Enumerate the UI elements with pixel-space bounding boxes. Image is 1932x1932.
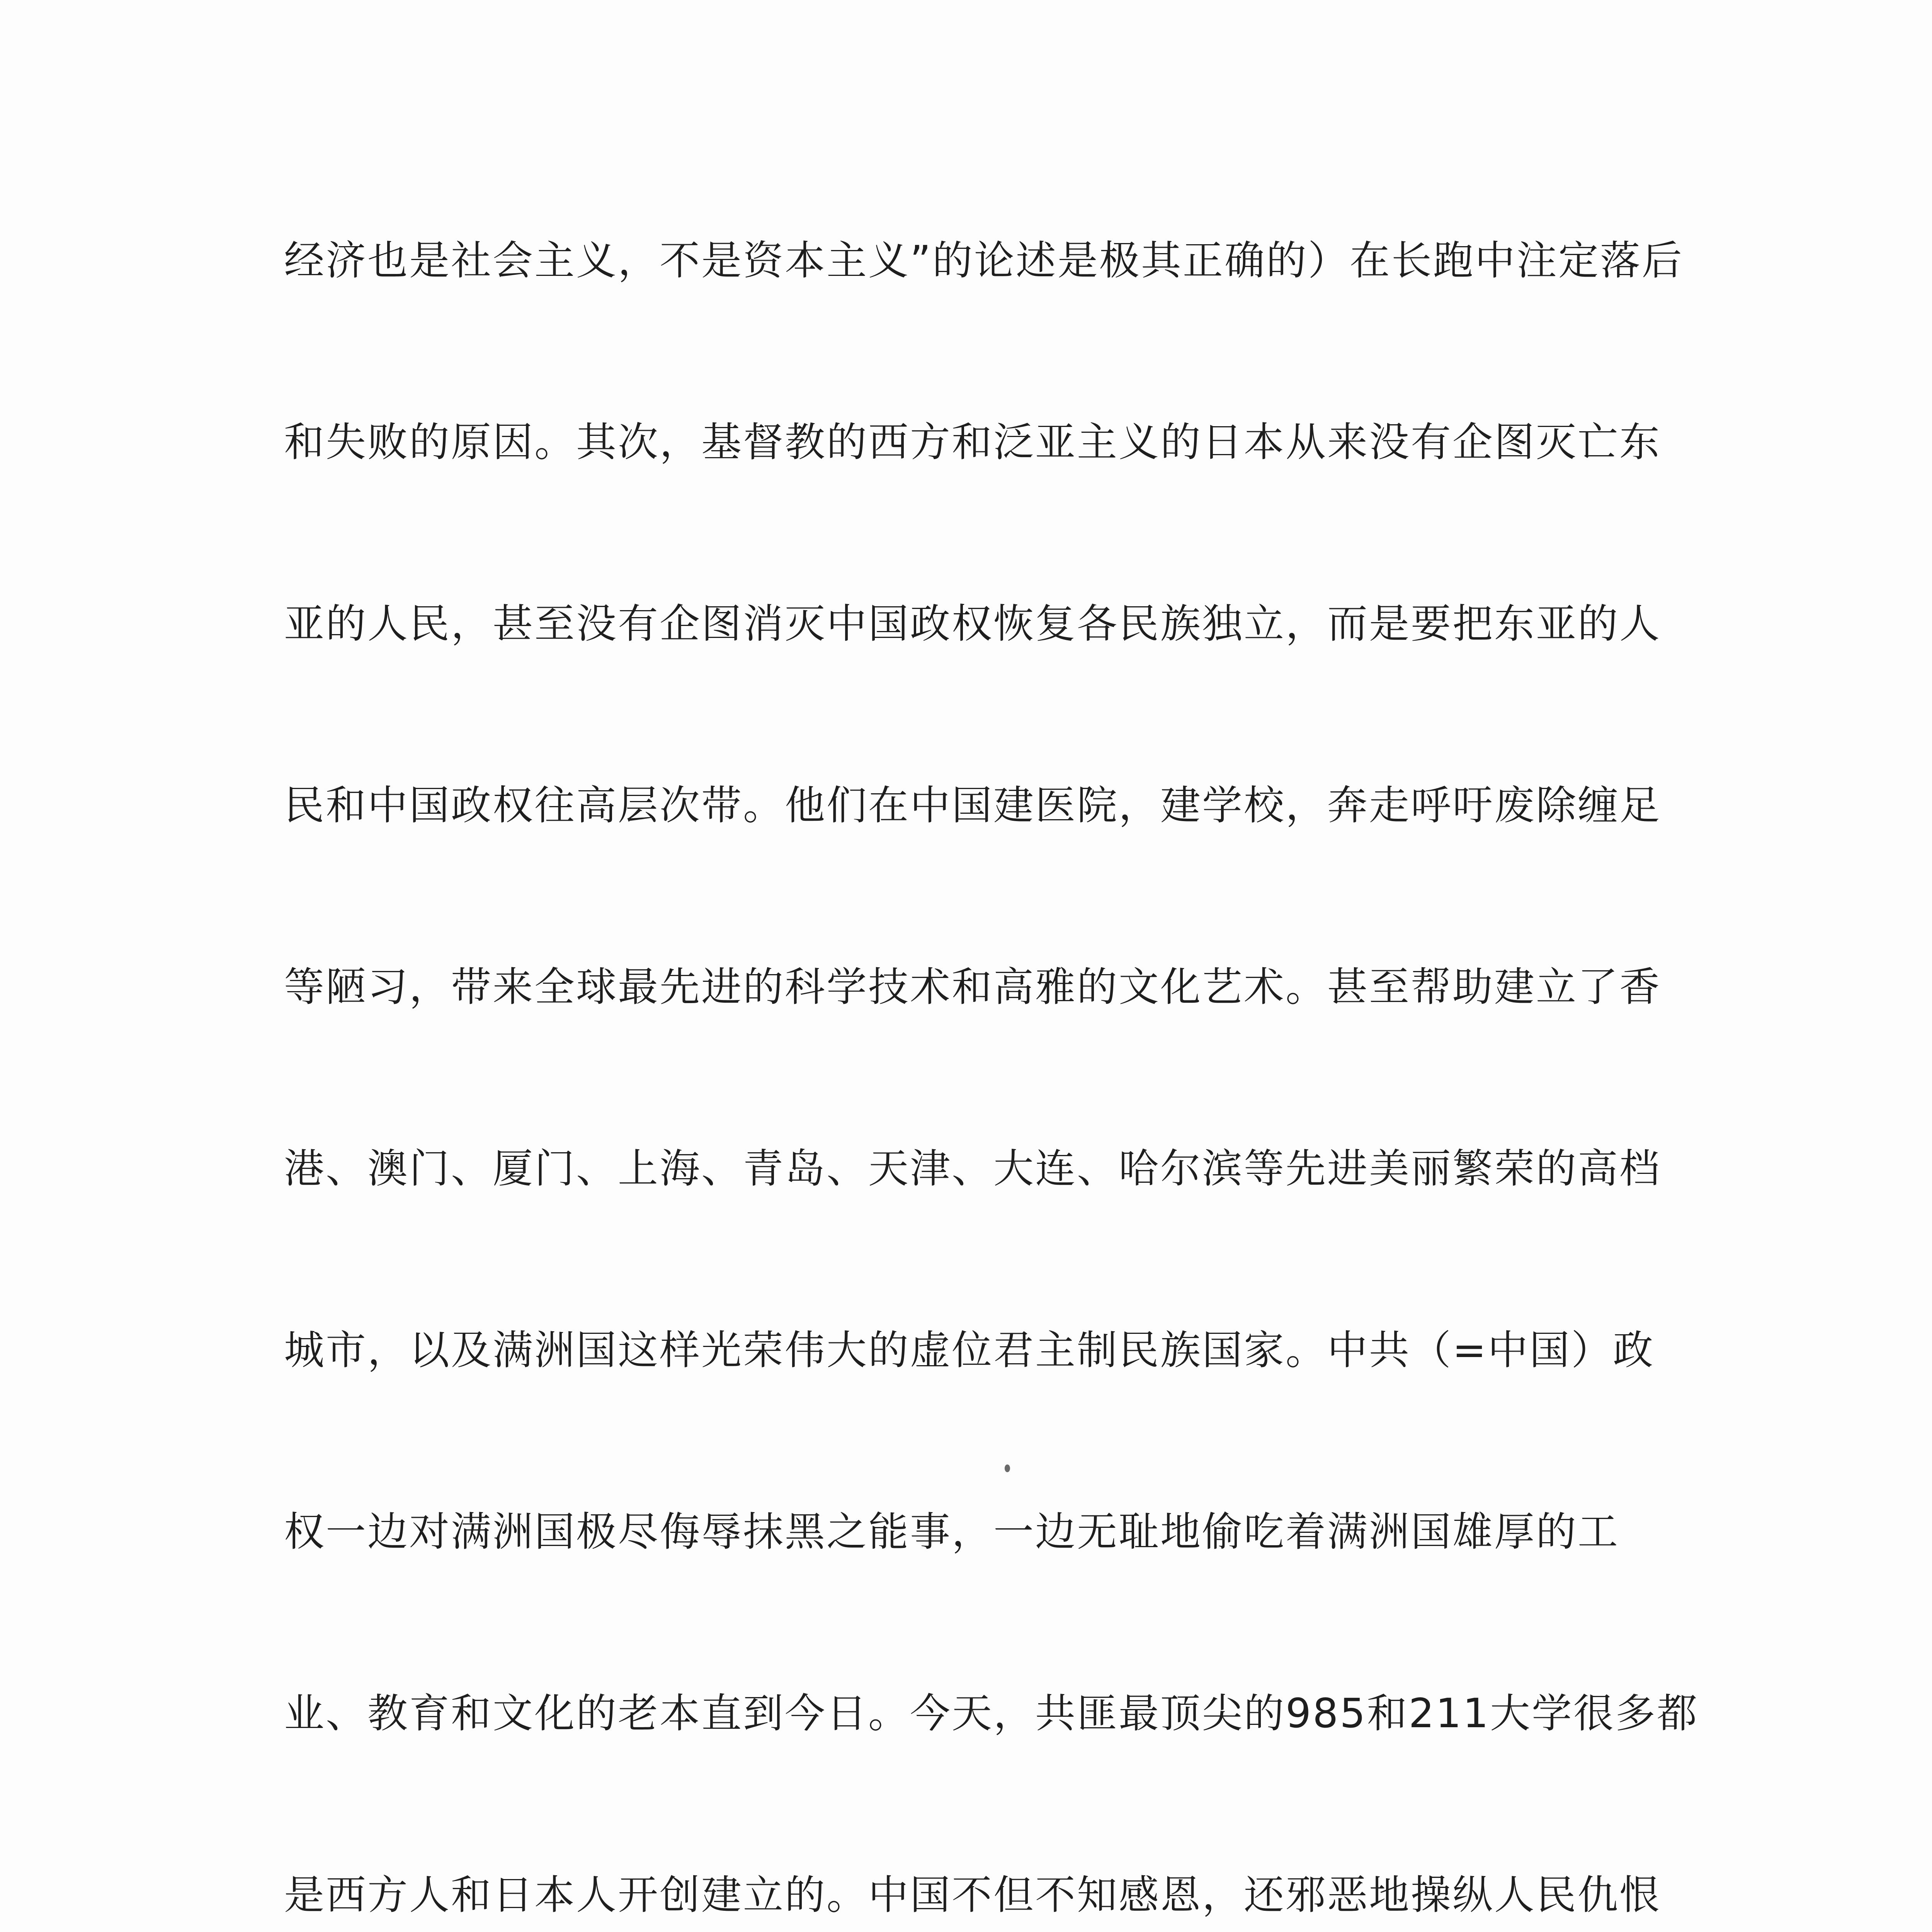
text-line: 等陋习，带来全球最先进的科学技术和高雅的文化艺术。甚至帮助建立了香 <box>284 963 1662 1010</box>
text-line: 是西方人和日本人开创建立的。中国不但不知感恩，还邪恶地操纵人民仇恨 <box>284 1871 1662 1918</box>
text-line: 港、澳门、厦门、上海、青岛、天津、大连、哈尔滨等先进美丽繁荣的高档 <box>284 1145 1662 1192</box>
text-line: 权一边对满洲国极尽侮辱抹黑之能事，一边无耻地偷吃着满洲国雄厚的工 <box>284 1508 1620 1555</box>
text-line: 城市，以及满洲国这样光荣伟大的虚位君主制民族国家。中共（=中国）政 <box>284 1327 1655 1374</box>
text-line: 经济也是社会主义，不是资本主义”的论述是极其正确的）在长跑中注定落后 <box>284 237 1684 284</box>
text-line: 亚的人民，甚至没有企图消灭中国政权恢复各民族独立，而是要把东亚的人 <box>284 600 1662 647</box>
scan-speck <box>1005 1464 1010 1472</box>
text-line: 民和中国政权往高层次带。他们在中国建医院，建学校，奔走呼吁废除缠足 <box>284 782 1662 829</box>
body-text <box>284 205 1714 1932</box>
text-line: 业、教育和文化的老本直到今日。今天，共匪最顶尖的985和211大学很多都 <box>284 1690 1699 1737</box>
text-line: 和失败的原因。其次，基督教的西方和泛亚主义的日本从来没有企图灭亡东 <box>284 418 1662 466</box>
